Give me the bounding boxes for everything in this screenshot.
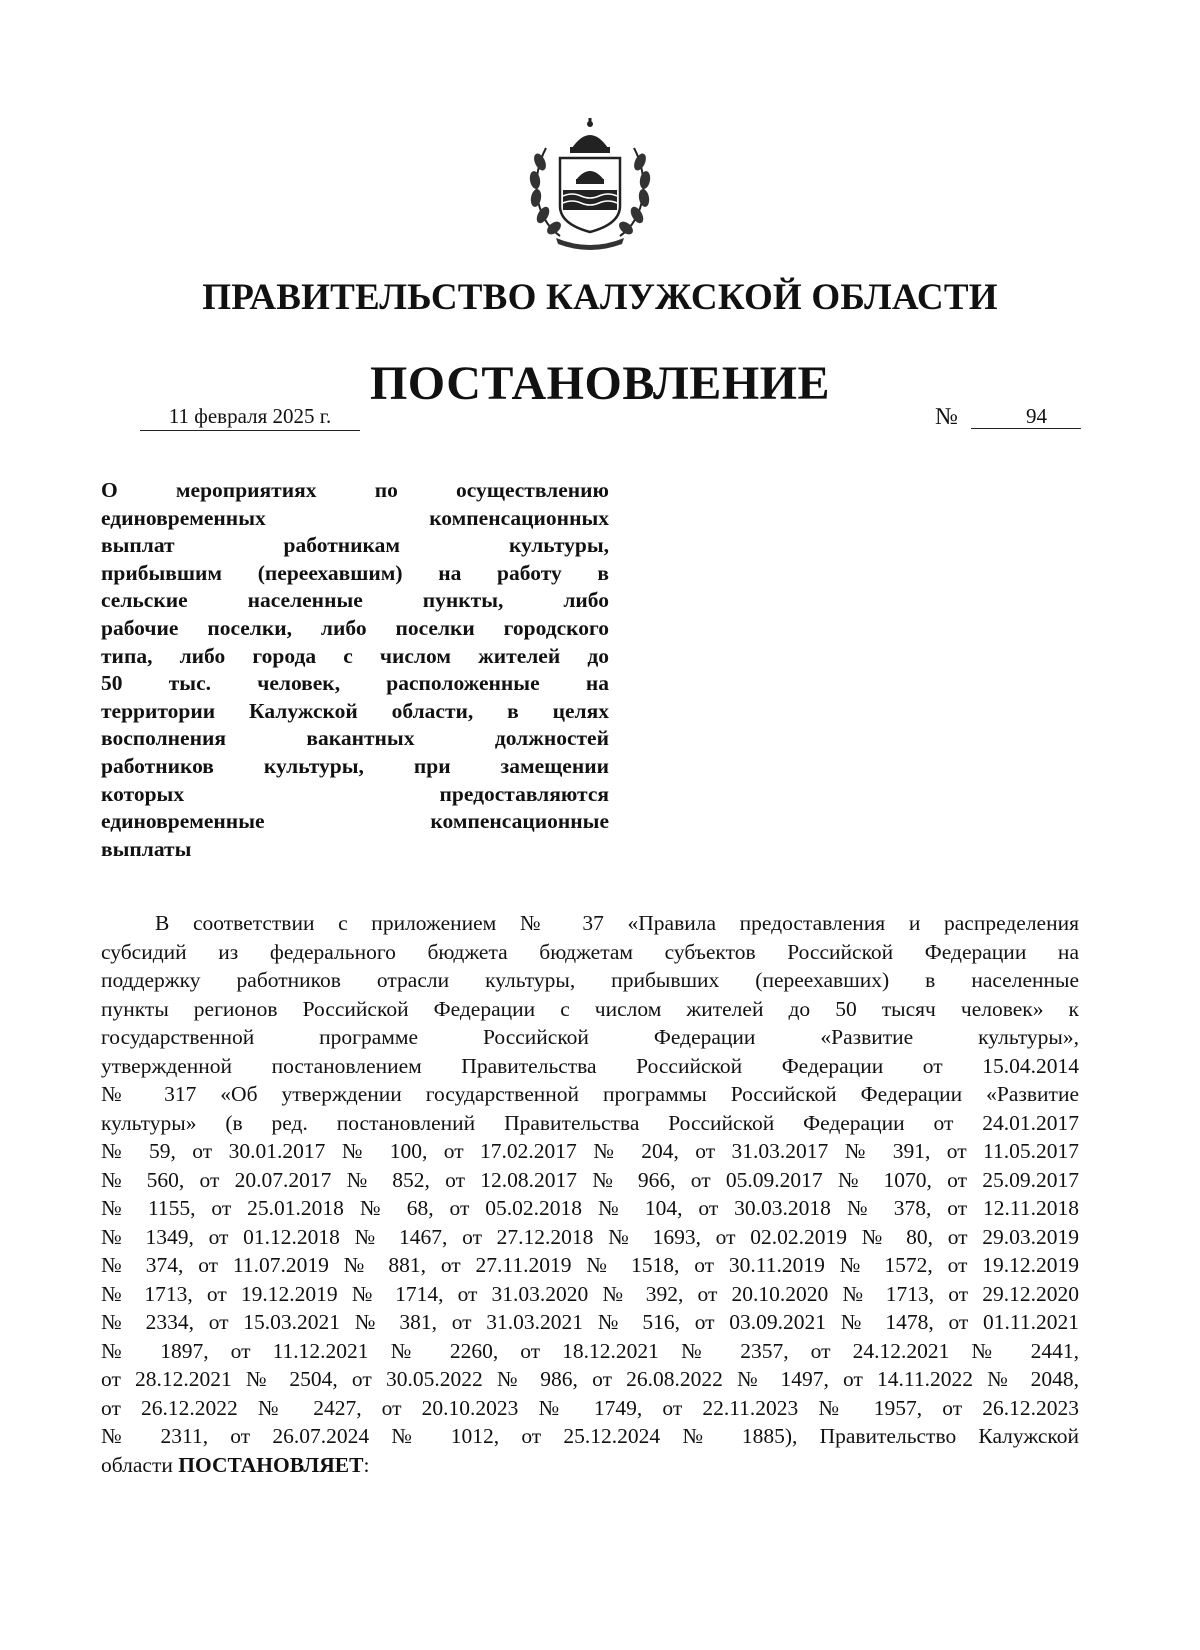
body-line: № 1713, от 19.12.2019 № 1714, от 31.03.2020 № 392, от 20.10.2020 № 1713, от 29.12.2020 <box>101 1281 1079 1306</box>
body-line: № 374, от 11.07.2019 № 881, от 27.11.2019 № 1518, от 30.11.2019 № 1572, от 19.12.2019 <box>101 1253 1079 1277</box>
subject-line: выплаты <box>101 836 192 861</box>
body-final-suffix: : <box>363 1452 370 1477</box>
body-line: субсидий из федерального бюджета бюджетам субъектов Российской Федерации на <box>101 939 1079 964</box>
subject-line: единовременные компенсационные <box>101 809 609 834</box>
body-line: № 2334, от 15.03.2021 № 381, от 31.03.2021 № 516, от 03.09.2021 № 1478, от 01.11.2021 <box>101 1310 1079 1334</box>
body-line: утвержденной постановлением Правительства Российской Федерации от 15.04.2014 <box>101 1053 1079 1078</box>
coat-of-arms-emblem <box>526 118 654 252</box>
subject-line: единовременных компенсационных <box>101 505 609 530</box>
document-date: 11 февраля 2025 г. <box>140 404 360 431</box>
body-line: поддержку работников отрасли культуры, прибывших (переехавших) в населенные <box>101 968 1079 992</box>
body-line: государственной программе Российской Федерации «Развитие культуры», <box>101 1025 1079 1049</box>
subject-line: 50 тыс. человек, расположенные на <box>101 671 609 696</box>
government-title: ПРАВИТЕЛЬСТВО КАЛУЖСКОЙ ОБЛАСТИ <box>202 277 998 318</box>
subject-line: О мероприятиях по осуществлению <box>101 478 609 502</box>
subject-line: работников культуры, при замещении <box>101 753 609 778</box>
body-line: № 1155, от 25.01.2018 № 68, от 05.02.2018 № 104, от 30.03.2018 № 378, от 12.11.2018 <box>101 1196 1079 1220</box>
subject-line: прибывшим (переехавшим) на работу в <box>101 560 609 585</box>
subject-line: типа, либо города с числом жителей до <box>101 643 609 668</box>
body-line: от 26.12.2022 № 2427, от 20.10.2023 № 1749, от 22.11.2023 № 1957, от 26.12.2023 <box>101 1395 1079 1420</box>
body-line-final <box>101 1451 1079 1480</box>
document-number-block <box>935 404 1047 430</box>
document-number: 94 <box>971 404 1081 429</box>
body-final-prefix: области <box>101 1452 179 1477</box>
number-sign: № <box>935 404 958 430</box>
subject-line: которых предоставляются <box>101 781 609 806</box>
body-line: № 59, от 30.01.2017 № 100, от 17.02.2017 № 204, от 31.03.2017 № 391, от 11.05.2017 <box>101 1139 1079 1163</box>
body-line: № 560, от 20.07.2017 № 852, от 12.08.2017 № 966, от 05.09.2017 № 1070, от 25.09.2017 <box>101 1167 1079 1192</box>
document-type-title: ПОСТАНОВЛЕНИЕ <box>369 357 831 410</box>
body-line: от 28.12.2021 № 2504, от 30.05.2022 № 986, от 26.08.2022 № 1497, от 14.11.2022 № 2048, <box>101 1367 1079 1391</box>
body-line: культуры» (в ред. постановлений Правительства Российской Федерации от 24.01.2017 <box>101 1110 1079 1135</box>
subject-line: рабочие поселки, либо поселки городского <box>101 615 609 640</box>
body-line: № 2311, от 26.07.2024 № 1012, от 25.12.2024 № 1885), Правительство Калужской <box>101 1424 1079 1448</box>
subject-line: выплат работникам культуры, <box>101 533 609 558</box>
preamble-paragraph <box>101 909 1079 1479</box>
resolves-keyword: ПОСТАНОВЛЯЕТ <box>178 1452 364 1477</box>
coat-of-arms-icon <box>526 118 654 252</box>
document-subject <box>101 477 609 863</box>
subject-line: восполнения вакантных должностей <box>101 726 609 751</box>
body-line: № 1349, от 01.12.2018 № 1467, от 27.12.2018 № 1693, от 02.02.2019 № 80, от 29.03.2019 <box>101 1224 1079 1249</box>
body-line: пункты регионов Российской Федерации с числом жителей до 50 тысяч человек» к <box>101 996 1079 1021</box>
subject-line: сельские населенные пункты, либо <box>101 588 609 613</box>
body-line: № 1897, от 11.12.2021 № 2260, от 18.12.2021 № 2357, от 24.12.2021 № 2441, <box>101 1338 1079 1363</box>
subject-line: территории Калужской области, в целях <box>101 698 609 723</box>
body-line: В соответствии с приложением № 37 «Правила предоставления и распределения <box>155 911 1079 935</box>
body-line: № 317 «Об утверждении государственной программы Российской Федерации «Развитие <box>101 1082 1079 1106</box>
